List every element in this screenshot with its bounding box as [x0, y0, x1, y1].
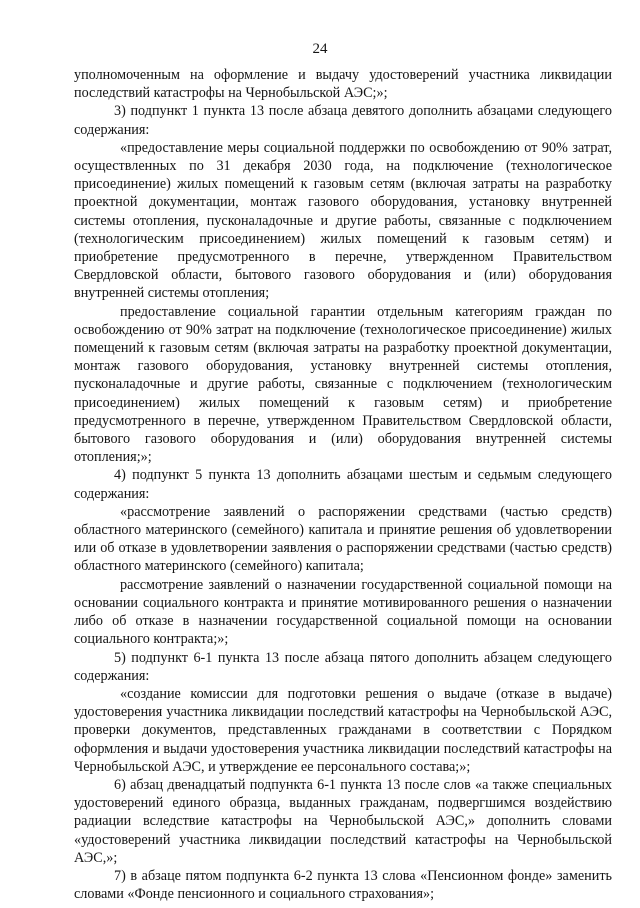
paragraph-social-guarantee: предоставление социальной гарантии отдельным категориям граждан по освобождению от 90% затрат на подключение (технологическое присоединение) жилых помещений к газовым сетям (включая затраты на разработку проектной документации, монтаж газового оборудования, установку внутренней системы отопления, пусконаладочные и другие работы, связанные с подключением (технологическим присоединением) жилых помещений к газовым сетям) и приобретение предусмотренного в перечне, утвержденном Правительством Свердловской области, бытового газового оборудования и (или) оборудования внутренней системы отопления;»; — [74, 303, 612, 466]
paragraph-item-7: 7) в абзаце пятом подпункта 6-2 пункта 13 слова «Пенсионном фонде» заменить словами «Фонде пенсионного и социального страхования»; — [74, 867, 612, 903]
paragraph-item-6: 6) абзац двенадцатый подпункта 6-1 пункта 13 после слов «а также специальных удостоверений единого образца, выданных гражданам, подвергшимся воздействию радиации вследствие катастрофы на Чернобыльской АЭС,» дополнить словами «удостоверений участника ликвидации последствий катастрофы на Чернобыльской АЭС,»; — [74, 776, 612, 866]
paragraph-item-5: 5) подпункт 6-1 пункта 13 после абзаца пятого дополнить абзацем следующего содержания: — [74, 649, 612, 684]
paragraph-quote-maternal-capital: «рассмотрение заявлений о распоряжении средствами (частью средств) областного материнского (семейного) капитала и принятие решения об удовлетворении или об отказе в удовлетворении заявления о распоряжении средствами (частью средств) областного материнского (семейного) капитала; — [74, 503, 612, 575]
paragraph-quote-commission: «создание комиссии для подготовки решения о выдаче (отказе в выдаче) удостоверения участника ликвидации последствий катастрофы на Чернобыльской АЭС, проверки документов, представленных гражданами в соответствии с Порядком оформления и выдачи удостоверения участника ликвидации последствий катастрофы на Чернобыльской АЭС, и утверждение ее персонального состава;»; — [74, 685, 612, 775]
paragraph-item-3: 3) подпункт 1 пункта 13 после абзаца девятого дополнить абзацами следующего содержания: — [74, 103, 612, 138]
paragraph-item-4: 4) подпункт 5 пункта 13 дополнить абзацами шестым и седьмым следующего содержания: — [74, 467, 612, 502]
paragraph-social-contract: рассмотрение заявлений о назначении государственной социальной помощи на основании социального контракта и принятие мотивированного решения о назначении либо об отказе в назначении государственной социальной помощи на основании социального контракта;»; — [74, 576, 612, 648]
page-number: 24 — [312, 41, 328, 57]
paragraph-continuation: уполномоченным на оформление и выдачу удостоверений участника ликвидации последствий катастрофы на Чернобыльской АЭС;»; — [74, 67, 612, 102]
document-body — [74, 66, 612, 903]
paragraph-quote-gas-support: «предоставление меры социальной поддержки по освобождению от 90% затрат, осуществленных по 31 декабря 2030 года, на подключение (технологическое присоединение) жилых помещений к газовым сетям (включая затраты на разработку проектной документации, монтаж газового оборудования, установку внутренней системы отопления, пусконаладочные и другие работы, связанные с подключением (технологическим присоединением) жилых помещений к газовым сетям) и приобретение предусмотренного в перечне, утвержденном Правительством Свердловской области, бытового газового оборудования и (или) оборудования внутренней системы отопления; — [74, 139, 612, 302]
